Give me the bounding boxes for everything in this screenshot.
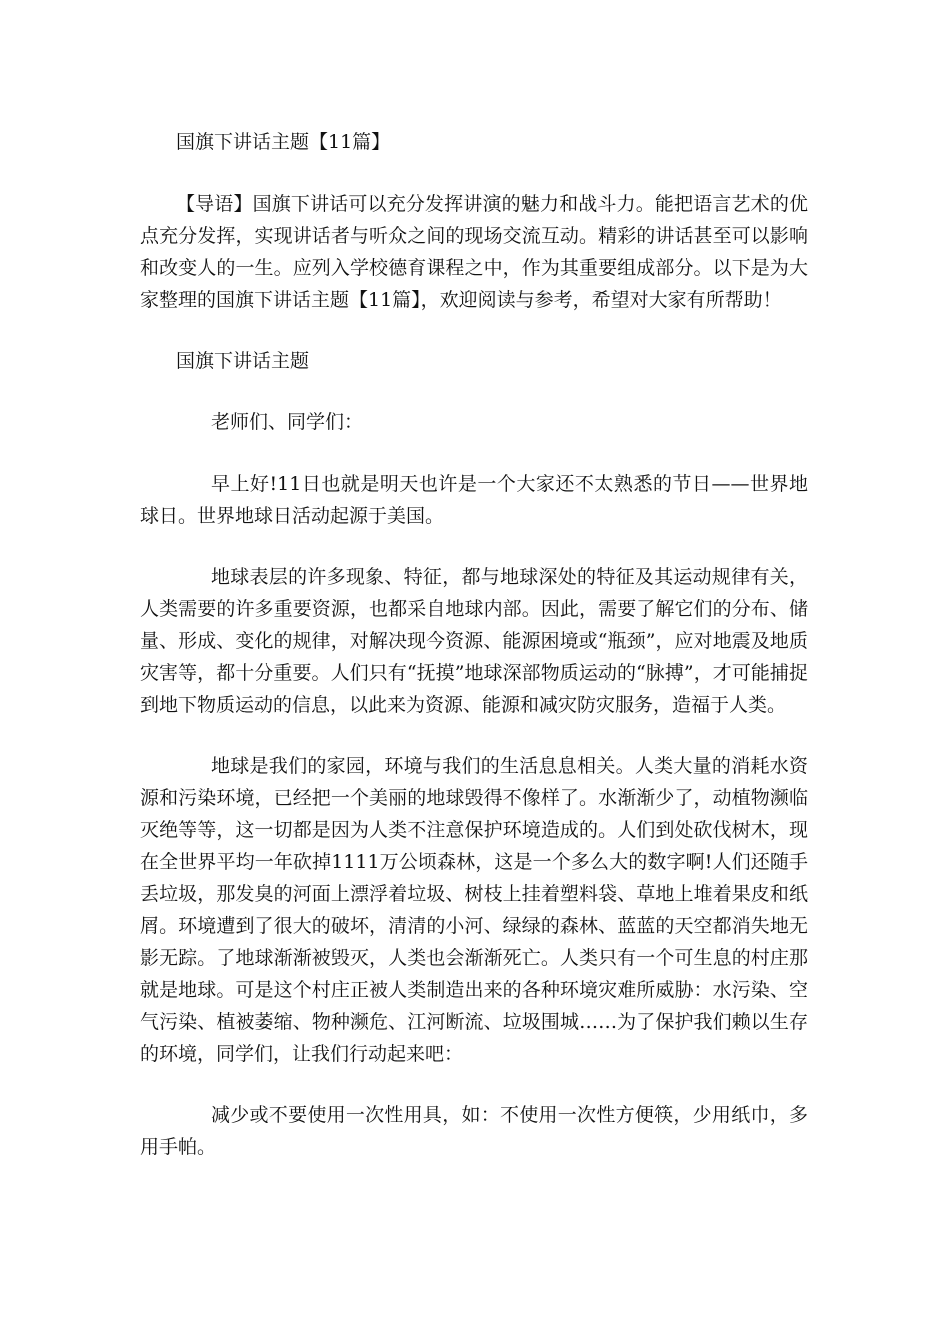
body-paragraph: 地球表层的许多现象、特征，都与地球深处的特征及其运动规律有关，人类需要的许多重要资源，也都采自地球内部。因此，需要了解它们的分布、储量、形成、变化的规律，对解决现今资源、能源困境或“瓶颈”，应对地震及地质灾害等，都十分重要。人们只有“抚摸”地球深部物质运动的“脉搏”，才可能捕捉到地下物质运动的信息，以此来为资源、能源和减灾防灾服务，造福于人类。	[140, 566, 808, 716]
intro-paragraph: 【导语】国旗下讲话可以充分发挥讲演的魅力和战斗力。能把语言艺术的优点充分发挥，实现讲话者与听众之间的现场交流互动。精彩的讲话甚至可以影响和改变人的一生。应列入学校德育课程之中，作为其重要组成部分。以下是为大家整理的国旗下讲话主题【11篇】，欢迎阅读与参考，希望对大家有所帮助！	[140, 193, 808, 311]
document-body	[140, 126, 808, 1192]
body-paragraph: 地球是我们的家园，环境与我们的生活息息相关。人类大量的消耗水资源和污染环境，已经把一个美丽的地球毁得不像样了。水渐渐少了，动植物濒临灭绝等等，这一切都是因为人类不注意保护环境造成的。人们到处砍伐树木，现在全世界平均一年砍掉1111万公顷森林，这是一个多么大的数字啊!人们还随手丢垃圾，那发臭的河面上漂浮着垃圾、树枝上挂着塑料袋、草地上堆着果皮和纸屑。环境遭到了很大的破坏，清清的小河、绿绿的森林、蓝蓝的天空都消失地无影无踪。了地球渐渐被毁灭，人类也会渐渐死亡。人类只有一个可生息的村庄那就是地球。可是这个村庄正被人类制造出来的各种环境灾难所威胁：水污染、空气污染、植被萎缩、物种濒危、江河断流、垃圾围城……为了保护我们赖以生存的环境，同学们，让我们行动起来吧：	[140, 755, 808, 1065]
body-paragraph: 减少或不要使用一次性用具，如：不使用一次性方便筷，少用纸巾，多用手帕。	[140, 1104, 808, 1158]
speech-greeting: 老师们、同学们：	[211, 411, 364, 433]
document-title: 国旗下讲话主题【11篇】	[176, 131, 391, 153]
section-subtitle: 国旗下讲话主题	[176, 350, 310, 372]
body-paragraph: 早上好!11日也就是明天也许是一个大家还不太熟悉的节日——世界地球日。世界地球日活动起源于美国。	[140, 473, 808, 527]
